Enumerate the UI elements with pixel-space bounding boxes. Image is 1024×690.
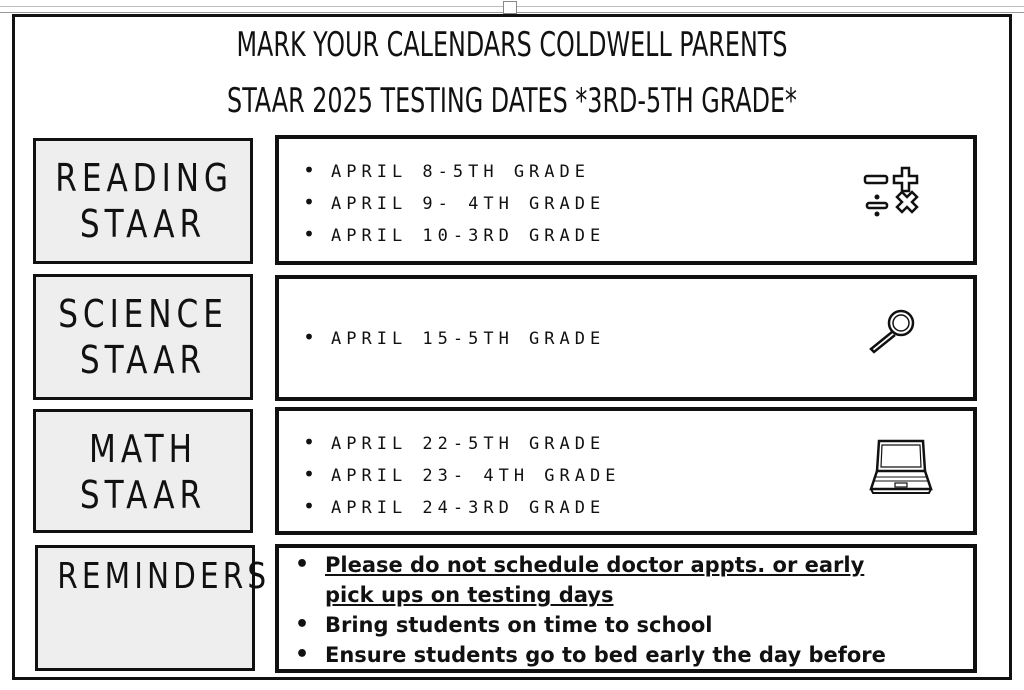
- laptop-icon: [869, 437, 933, 497]
- reading-label-box: [33, 138, 253, 264]
- math-label-box: [33, 409, 253, 533]
- resize-handle[interactable]: [503, 1, 517, 14]
- document-ruler: [0, 0, 1024, 13]
- list-item: [295, 550, 886, 610]
- math-dates-box: [275, 407, 977, 535]
- reminders-label: REMINDERS: [57, 556, 271, 597]
- math-label-line2: STAAR: [79, 473, 207, 517]
- page-subtitle: STAAR 2025 TESTING DATES *3RD-5TH GRADE*: [227, 81, 797, 121]
- reading-label-line2: STAAR: [79, 202, 207, 246]
- reminders-label-box: [35, 545, 271, 671]
- math-dates-list: [303, 427, 620, 523]
- list-item: • APRIL 10-3RD GRADE: [303, 219, 605, 251]
- list-item: • APRIL 15-5TH GRADE: [303, 322, 605, 354]
- list-item: • APRIL 23- 4TH GRADE: [303, 459, 620, 491]
- list-item: • Ensure students go to bed early the day before: [295, 640, 886, 670]
- reminders-box: [275, 544, 977, 673]
- list-item: • APRIL 9- 4TH GRADE: [303, 187, 605, 219]
- reminders-list: [295, 550, 886, 670]
- math-label-line1: MATH: [89, 427, 197, 471]
- reminder-line1: Please do not schedule doctor appts. or early: [325, 553, 865, 577]
- list-item: • Bring students on time to school: [295, 610, 886, 640]
- list-item: • APRIL 8-5TH GRADE: [303, 155, 605, 187]
- math-symbols-icon: [861, 163, 931, 221]
- reading-dates-list: [303, 155, 605, 251]
- page-title: MARK YOUR CALENDARS COLDWELL PARENTS: [236, 25, 788, 65]
- science-dates-list: [303, 322, 605, 354]
- list-item: • APRIL 24-3RD GRADE: [303, 491, 620, 523]
- list-item: • APRIL 22-5TH GRADE: [303, 427, 620, 459]
- flyer-frame: [12, 14, 1012, 680]
- science-label-line2: STAAR: [79, 338, 207, 382]
- reading-dates-box: [275, 135, 977, 265]
- science-label-line1: SCIENCE: [58, 292, 228, 336]
- magnifying-glass-icon: [865, 307, 925, 357]
- science-dates-box: [275, 275, 977, 401]
- reading-label-line1: READING: [55, 156, 233, 200]
- science-label-box: [33, 274, 253, 400]
- reminder-line2: pick ups on testing days: [325, 583, 614, 607]
